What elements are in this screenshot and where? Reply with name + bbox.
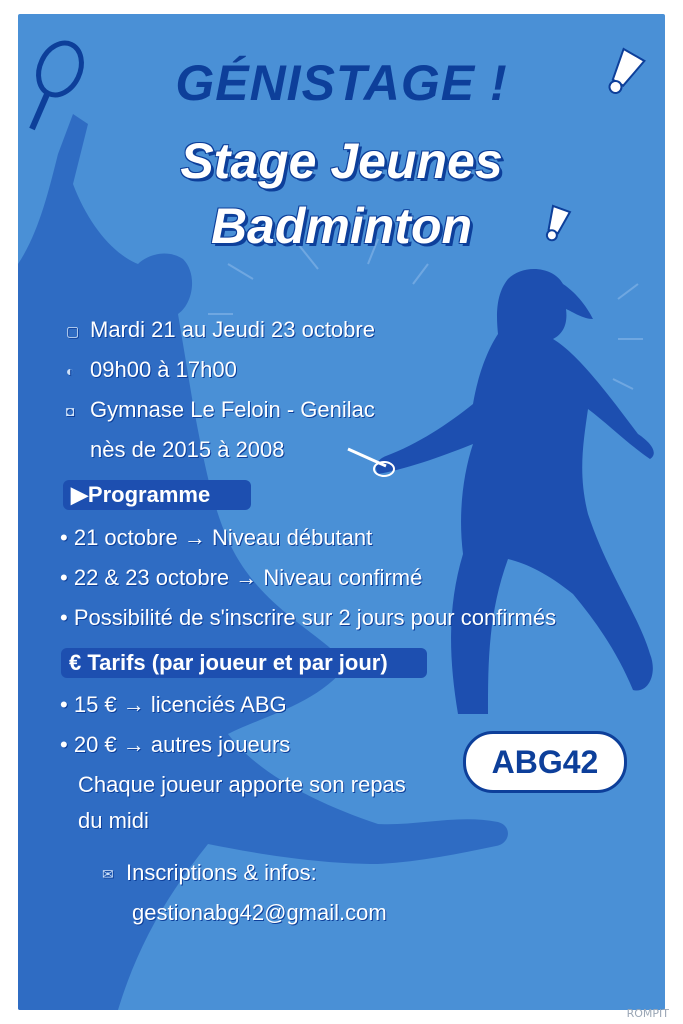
play-icon: ▶ <box>71 482 88 507</box>
poster-subtitle-line2: Badminton <box>210 198 473 254</box>
tarif-item: • 20 € → autres joueurs <box>60 732 291 757</box>
programme-heading-text: Programme <box>87 482 211 507</box>
poster-title: GÉNISTAGE ! <box>175 55 508 111</box>
poster-subtitle-line1: Stage Jeunes <box>180 133 503 189</box>
clock-icon: ◐ <box>66 363 75 379</box>
tarif-item-text: 15 € → licenciés ABG <box>73 692 287 717</box>
contact-email[interactable]: gestionabg42@gmail.com <box>132 900 387 925</box>
poster <box>18 14 665 1010</box>
hours-text: 09h00 à 17h00 <box>90 357 237 382</box>
dates-line <box>66 316 375 345</box>
tarif-item: • 15 € → licenciés ABG <box>60 692 287 717</box>
venue-text: Gymnase Le Feloin - Genilac <box>90 397 375 422</box>
venue-line <box>66 396 375 425</box>
location-icon: ◘ <box>66 403 75 419</box>
contact-label-line <box>102 859 317 888</box>
watermark: ROMPIT <box>626 1007 669 1020</box>
programme-item-text: Possibilité de s'inscrire sur 2 jours pour confirmés <box>73 605 557 630</box>
meal-note-line2: du midi <box>78 808 149 833</box>
hours-line <box>66 356 237 385</box>
tarifs-heading <box>61 648 427 678</box>
programme-item-text: 22 & 23 octobre → Niveau confirmé <box>73 565 423 590</box>
programme-heading <box>63 480 251 510</box>
club-badge: ABG42 <box>463 731 627 793</box>
tarif-item-text: 20 € → autres joueurs <box>73 732 291 757</box>
tarifs-heading-text: Tarifs (par joueur et par jour) <box>87 650 388 675</box>
programme-item: • 21 octobre → Niveau débutant <box>60 525 373 550</box>
born-text: nès de 2015 à 2008 <box>90 437 285 462</box>
calendar-icon: ▢ <box>66 323 80 339</box>
dates-text: Mardi 21 au Jeudi 23 octobre <box>90 317 375 342</box>
envelope-icon: ✉ <box>102 866 114 882</box>
contact-label: Inscriptions & infos: <box>126 860 317 885</box>
meal-note-line1: Chaque joueur apporte son repas <box>78 772 406 797</box>
programme-item: • Possibilité de s'inscrire sur 2 jours pour confirmés <box>60 605 557 630</box>
programme-item: • 22 & 23 octobre → Niveau confirmé <box>60 565 423 590</box>
programme-item-text: 21 octobre → Niveau débutant <box>73 525 373 550</box>
euro-icon: € <box>69 650 88 675</box>
